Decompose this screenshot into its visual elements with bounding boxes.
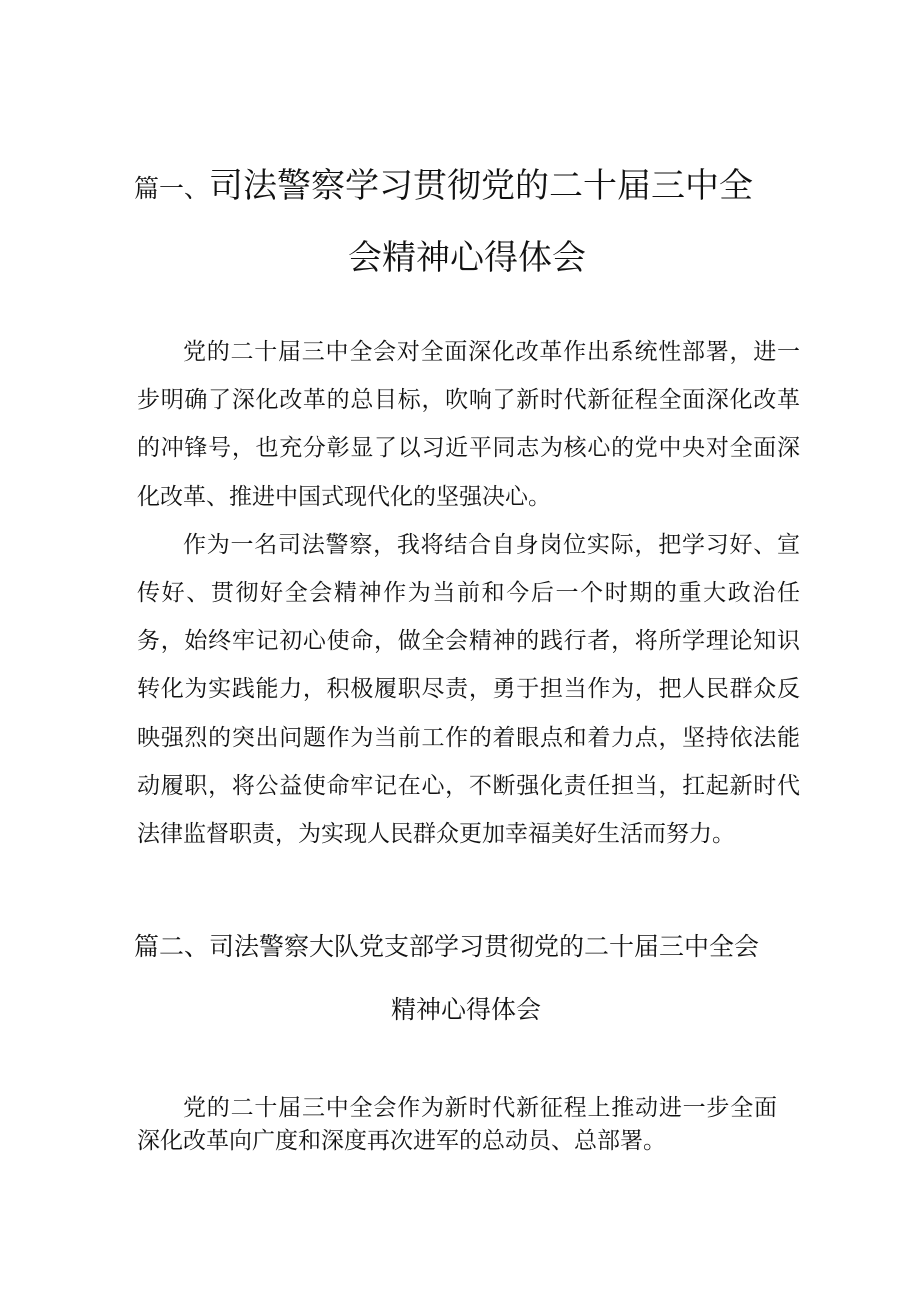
section1-paragraph-2: 作为一名司法警察，我将结合自身岗位实际，把学习好、宣传好、贯彻好全会精神作为当前和今后一个时期的重大政治任务，始终牢记初心使命，做全会精神的践行者，将所学理论知识转化为实践能力，积极履职尽责，勇于担当作为，把人民群众反映强烈的突出问题作为当前工作的着眼点和着力点，坚持依法能动履职，将公益使命牢记在心，不断强化责任担当，扛起新时代法律监督职责，为实现人民群众更加幸福美好生活而努力。 <box>137 531 800 848</box>
section2-title-line2: 精神心得体会 <box>391 995 542 1024</box>
section1-title-text: 司法警察学习贯彻党的二十届三中全 <box>209 166 754 206</box>
section2-body <box>137 1092 777 1158</box>
section1-title-prefix: 篇一、 <box>134 174 210 203</box>
section1-body <box>137 328 800 858</box>
section1-title-line1 <box>134 166 753 209</box>
section2-paragraph-1: 党的二十届三中全会作为新时代新征程上推动进一步全面深化改革向广度和深度再次进军的总动员、总部署。 <box>137 1095 777 1154</box>
section1-paragraph-1: 党的二十届三中全会对全面深化改革作出系统性部署，进一步明确了深化改革的总目标，吹响了新时代新征程全面深化改革的冲锋号，也充分彰显了以习近平同志为核心的党中央对全面深化改革、推进中国式现代化的坚强决心。 <box>137 339 800 510</box>
section1-title-line2: 会精神心得体会 <box>348 238 586 278</box>
section2-title-line1: 篇二、司法警察大队党支部学习贯彻党的二十届三中全会 <box>134 932 760 961</box>
